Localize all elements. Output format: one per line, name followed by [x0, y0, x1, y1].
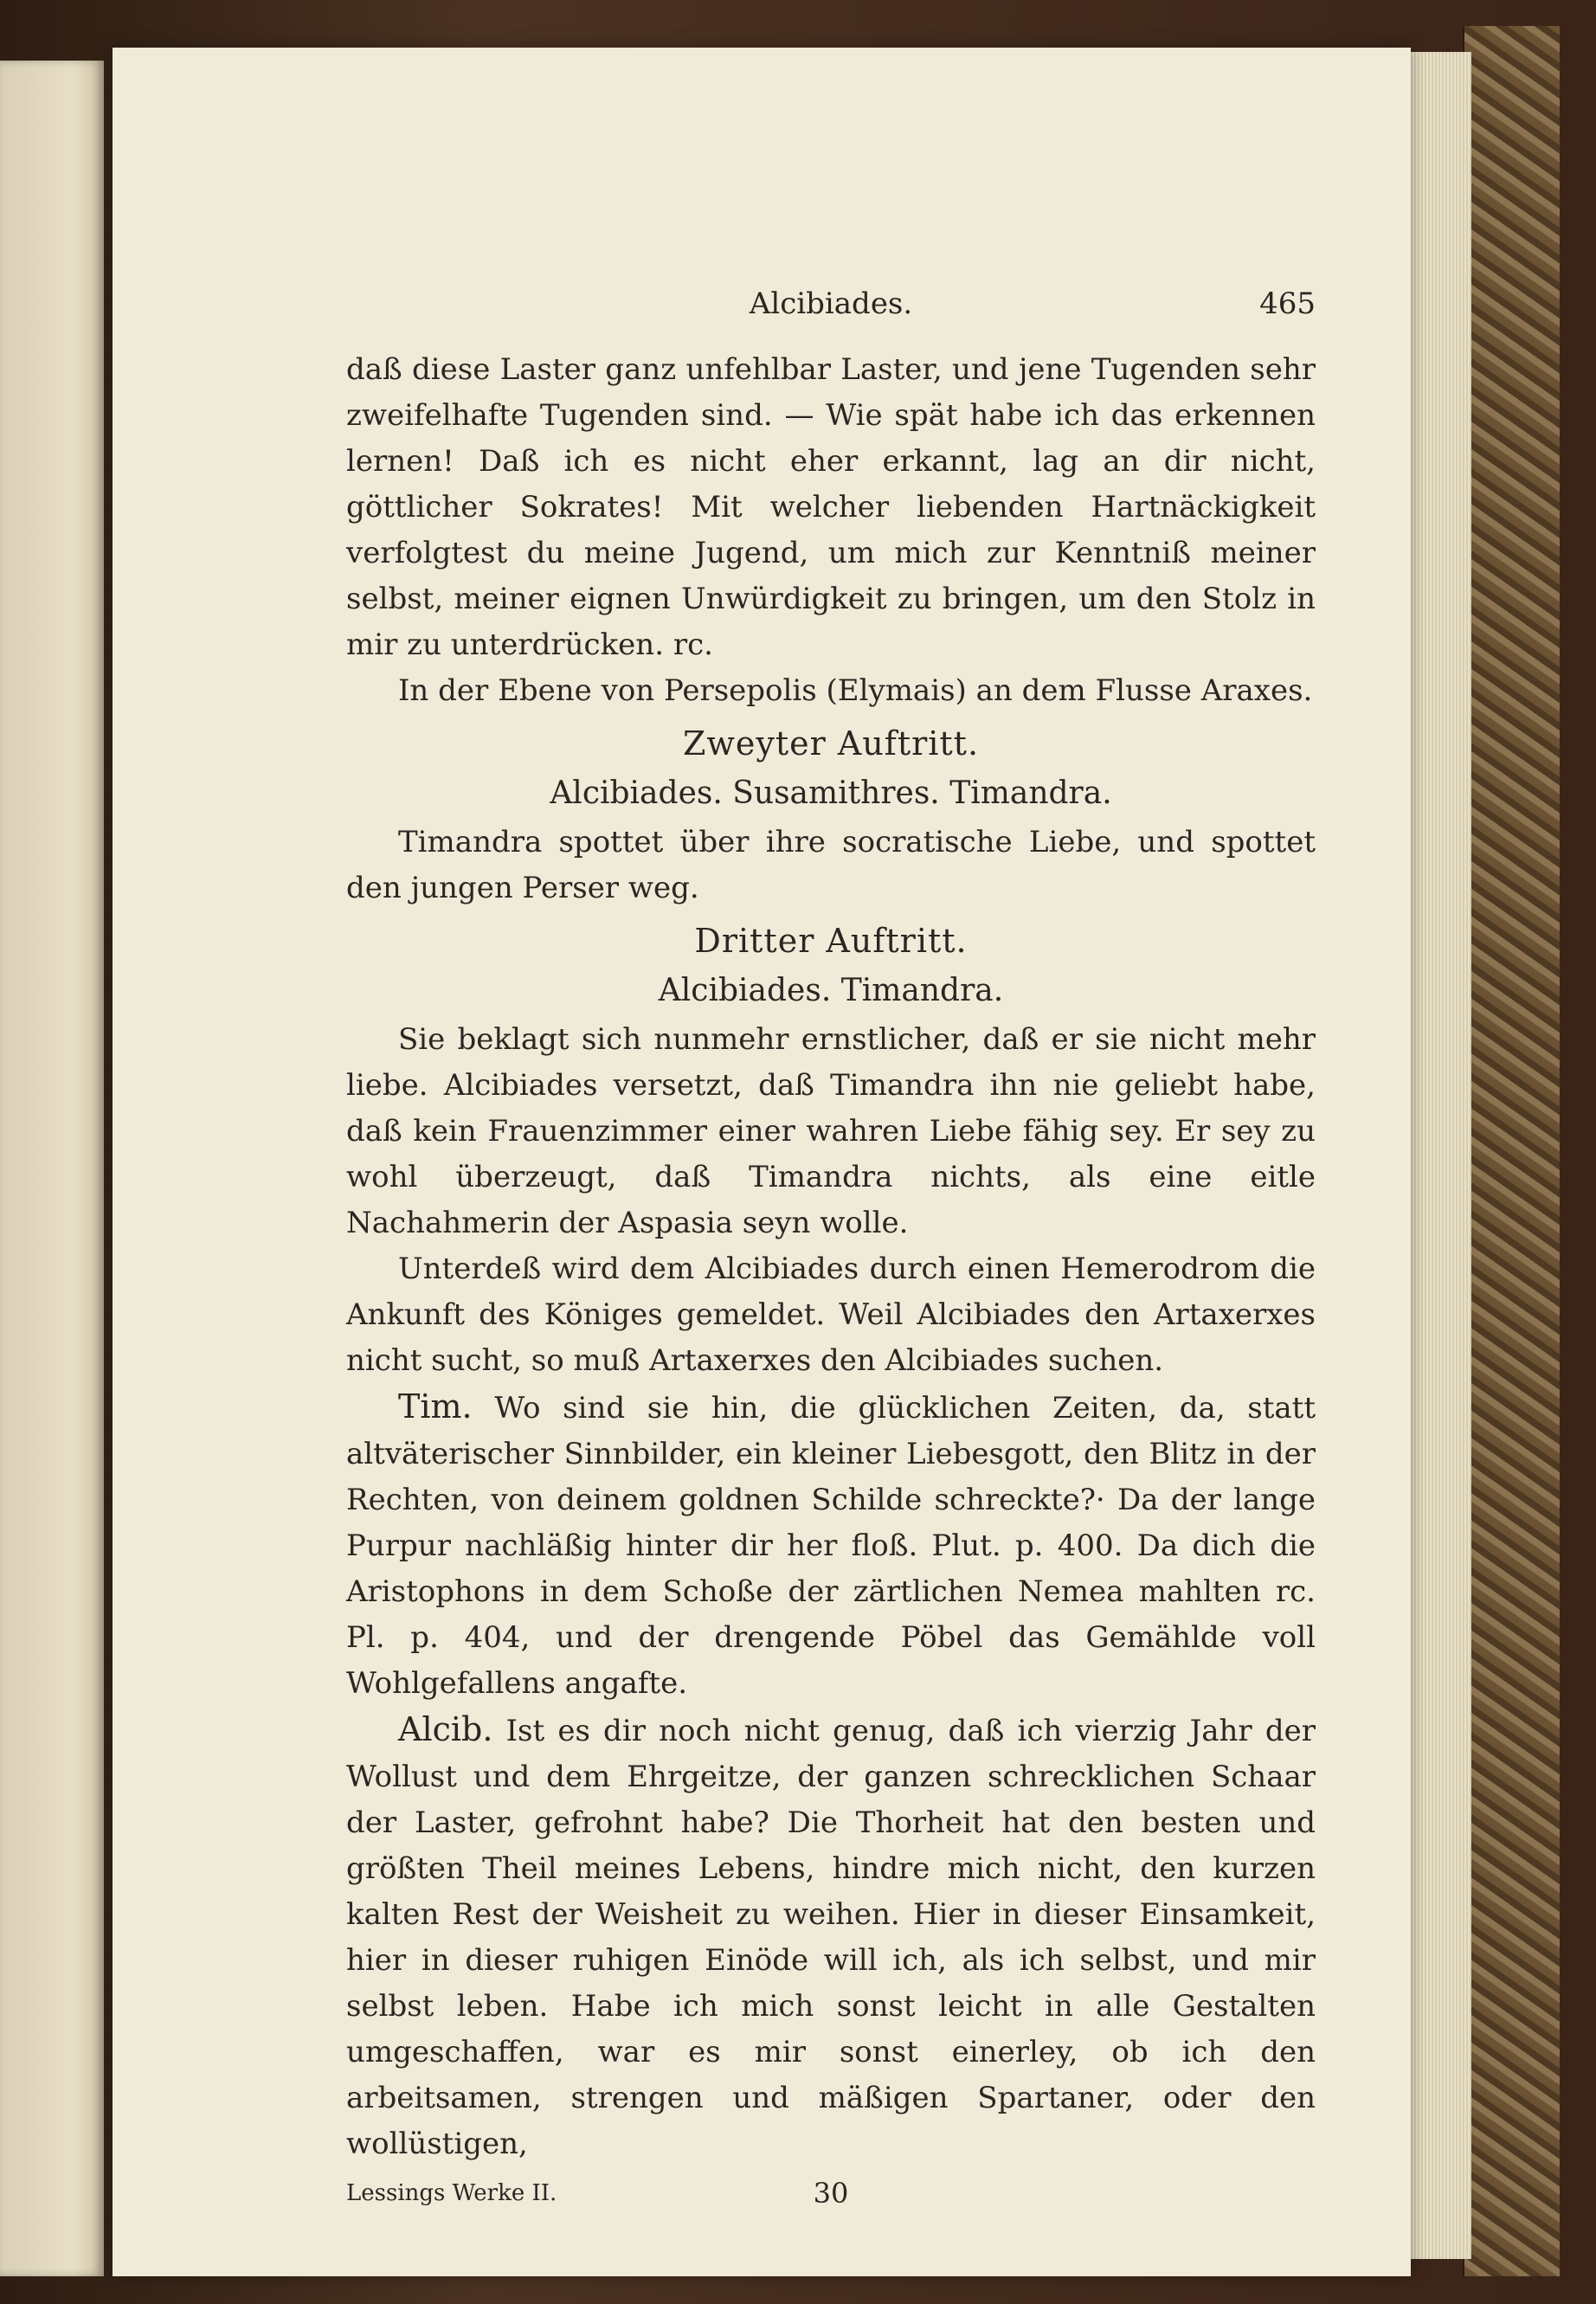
- signature-mark: Lessings Werke II.: [346, 2180, 557, 2206]
- scene-3-title: Dritter Auftritt.: [694, 922, 968, 960]
- page-content: [346, 281, 1316, 2214]
- page-header: [346, 281, 1316, 333]
- facing-page-edge: [0, 61, 104, 2276]
- scene-2-title: Zweyter Auftritt.: [682, 724, 980, 763]
- paragraph-1: daß diese Laster ganz unfehlbar Laster, und jene Tugenden sehr zweifelhafte Tugenden sind. — Wie spät habe ich das erkennen lernen! Daß ich es nicht eher erkannt, lag an dir nicht, göttlicher Sokrates! Mit welcher liebenden Hartnäckigkeit verfolgtest du meine Jugend, um mich zur Kenntniß meiner selbst, meiner eignen Unwürdigkeit zu bringen, um den Stolz in mir zu unterdrücken. rc.: [346, 352, 1316, 662]
- speaker-label-alcib: Alcib.: [398, 1710, 493, 1748]
- speech-alcibiades-text: Ist es dir noch nicht genug, daß ich vierzig Jahr der Wollust und dem Ehrgeitze, der ganzen schrecklichen Schaar der Laster, gefrohnt habe? Die Thorheit hat den besten und größten Theil meines Lebens, hindre mich nicht, den kurzen kalten Rest der Weisheit zu weihen. Hier in dieser Einsamkeit, hier in dieser ruhigen Einöde will ich, als ich selbst, und mir selbst leben. Habe ich mich sonst leicht in alle Gestalten umgeschaffen, war es mir sonst einerley, ob ich den arbeitsamen, strengen und mäßigen Spartaner, oder den wollüstigen,: [346, 1714, 1316, 2161]
- paragraph-scene-2: Timandra spottet über ihre socratische Liebe, und spottet den jungen Perser weg.: [346, 825, 1316, 905]
- paragraph-hemerodrom: Unterdeß wird dem Alcibiades durch einen Hemerodrom die Ankunft des Königes gemeldet. Weil Alcibiades den Artaxerxes nicht sucht, so muß Artaxerxes den Alcibiades suchen.: [346, 1252, 1316, 1378]
- scene-3-cast: Alcibiades. Timandra.: [658, 973, 1004, 1008]
- paragraph-setting: In der Ebene von Persepolis (Elymais) an dem Flusse Araxes.: [398, 673, 1313, 708]
- speaker-label-tim: Tim.: [398, 1387, 473, 1426]
- book-cover-edge: [1463, 26, 1560, 2276]
- running-title: Alcibiades.: [749, 286, 913, 321]
- speech-alcibiades: [346, 1707, 1316, 2167]
- sheet-number: 30: [813, 2177, 849, 2210]
- speech-timandra-text: Wo sind sie hin, die glücklichen Zeiten, da, statt altväterischer Sinnbilder, ein kleiner Liebesgott, den Blitz in der Rechten, von deinem goldnen Schilde schreckte?· Da der lange Purpur nachläßig hinter dir her floß. Plut. p. 400. Da dich die Aristophons in dem Schoße der zärtlichen Nemea mahlten rc. Pl. p. 404, und der drengende Pöbel das Gemählde voll Wohlgefallens angafte.: [346, 1391, 1316, 1701]
- page-stack-edge: [1402, 52, 1471, 2259]
- speech-timandra: [346, 1384, 1316, 1707]
- page-footer: [346, 2171, 1316, 2214]
- scene-2-cast: Alcibiades. Susamithres. Timandra.: [550, 776, 1112, 811]
- page-number: 465: [1259, 286, 1316, 321]
- paragraph-scene-3: Sie beklagt sich nunmehr ernstlicher, daß er sie nicht mehr liebe. Alcibiades versetzt, daß Timandra ihn nie geliebt habe, daß kein Frauenzimmer einer wahren Liebe fähig sey. Er sey zu wohl überzeugt, daß Timandra nichts, als eine eitle Nachahmerin der Aspasia seyn wolle.: [346, 1022, 1316, 1240]
- book-page: [113, 48, 1411, 2276]
